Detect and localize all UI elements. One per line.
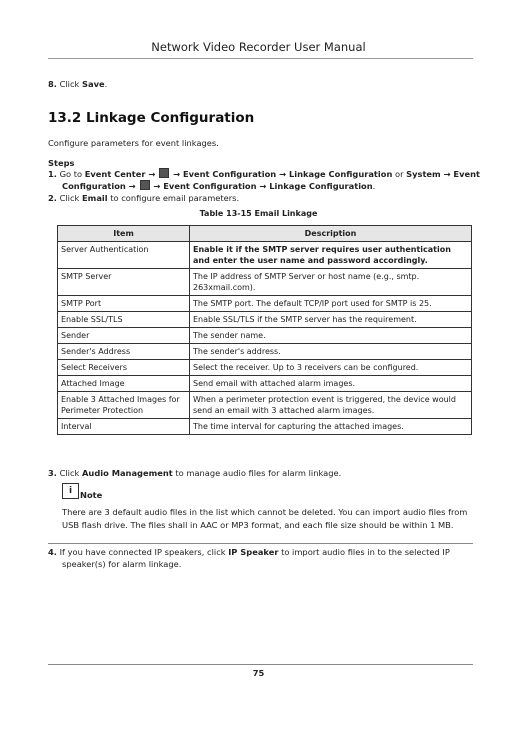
item-cell: SMTP Server	[58, 269, 190, 296]
step-bold-text: IP Speaker	[228, 547, 279, 557]
step-number: 8.	[48, 79, 57, 89]
email-linkage-table	[57, 225, 472, 435]
note-icon: i	[62, 483, 79, 499]
description-cell: Enable it if the SMTP server requires user authentication and enter the user name and password accordingly.	[190, 242, 472, 269]
step-number: 4.	[48, 547, 57, 557]
table-row	[58, 419, 472, 435]
footer-divider	[48, 664, 473, 665]
table-row	[58, 269, 472, 296]
step-3	[48, 467, 341, 479]
section-title: 13.2 Linkage Configuration	[48, 110, 255, 126]
step-text: Click	[59, 193, 82, 203]
step-2	[48, 192, 239, 204]
item-cell: Select Receivers	[58, 360, 190, 376]
item-cell: Enable 3 Attached Images for Perimeter Protection	[58, 392, 190, 419]
menu-path: → Event Configuration → Linkage Configuration	[170, 169, 393, 179]
step-text: Click	[59, 468, 82, 478]
step-1-line-1	[48, 168, 480, 180]
step-bold-text: Save	[82, 79, 105, 89]
item-cell: Server Authentication	[58, 242, 190, 269]
step-bold-text: Email	[82, 193, 108, 203]
section-intro: Configure parameters for event linkages.	[48, 138, 219, 148]
step-4-line-2: speaker(s) for alarm linkage.	[62, 559, 182, 569]
step-number: 3.	[48, 468, 57, 478]
note-label: Note	[80, 490, 103, 500]
table-row	[58, 242, 472, 269]
menu-path: Configuration →	[62, 181, 139, 191]
description-cell: The sender's address.	[190, 344, 472, 360]
menu-path: Event Center	[84, 169, 146, 179]
table-row	[58, 296, 472, 312]
step-1-line-2	[62, 180, 375, 192]
column-header-description: Description	[190, 226, 472, 242]
table-row	[58, 312, 472, 328]
item-cell: SMTP Port	[58, 296, 190, 312]
item-cell: Sender's Address	[58, 344, 190, 360]
description-cell: The IP address of SMTP Server or host name (e.g., smtp. 263xmail.com).	[190, 269, 472, 296]
arrow: →	[145, 169, 159, 179]
step-bold-text: Audio Management	[82, 468, 173, 478]
step-text: If you have connected IP speakers, click	[59, 547, 229, 557]
step-text: or	[392, 169, 407, 179]
page-number: 75	[252, 668, 265, 678]
grid-icon	[140, 180, 150, 190]
step-number: 2.	[48, 193, 57, 203]
description-cell: Enable SSL/TLS if the SMTP server has the requirement.	[190, 312, 472, 328]
step-text: Go to	[59, 169, 85, 179]
step-text: .	[372, 181, 376, 191]
table-row	[58, 376, 472, 392]
step-text: to manage audio files for alarm linkage.	[172, 468, 342, 478]
description-cell: Select the receiver. Up to 3 receivers can be configured.	[190, 360, 472, 376]
table-row	[58, 328, 472, 344]
description-cell: The time interval for capturing the attached images.	[190, 419, 472, 435]
header-divider	[48, 58, 473, 59]
table-row	[58, 344, 472, 360]
menu-path: System → Event	[406, 169, 480, 179]
description-cell: When a perimeter protection event is triggered, the device would send an email with 3 attached alarm images.	[190, 392, 472, 419]
steps-label: Steps	[48, 158, 75, 168]
description-cell: The SMTP port. The default TCP/IP port used for SMTP is 25.	[190, 296, 472, 312]
item-cell: Sender	[58, 328, 190, 344]
step-number: 1.	[48, 169, 57, 179]
table-row	[58, 392, 472, 419]
description-cell: The sender name.	[190, 328, 472, 344]
table-header-row	[58, 226, 472, 242]
table-caption: Table 13-15 Email Linkage	[199, 209, 318, 218]
step-text: .	[104, 79, 108, 89]
item-cell: Interval	[58, 419, 190, 435]
item-cell: Attached Image	[58, 376, 190, 392]
menu-path: → Event Configuration → Linkage Configuration	[150, 181, 373, 191]
column-header-item: Item	[58, 226, 190, 242]
item-cell: Enable SSL/TLS	[58, 312, 190, 328]
step-text: Click	[59, 79, 82, 89]
note-divider	[48, 543, 473, 544]
page-header-title: Network Video Recorder User Manual	[151, 40, 366, 54]
step-4-line-1	[48, 546, 450, 558]
step-text: to configure email parameters.	[107, 193, 240, 203]
step-8	[48, 78, 107, 90]
note-text: There are 3 default audio files in the list which cannot be deleted. You can import audio files from USB flash drive. The files shall in AAC or MP3 format, and each file size should be within 1 MB.	[62, 507, 468, 530]
grid-icon	[159, 168, 169, 178]
description-cell: Send email with attached alarm images.	[190, 376, 472, 392]
step-text: to import audio files in to the selected IP	[278, 547, 450, 557]
table-row	[58, 360, 472, 376]
